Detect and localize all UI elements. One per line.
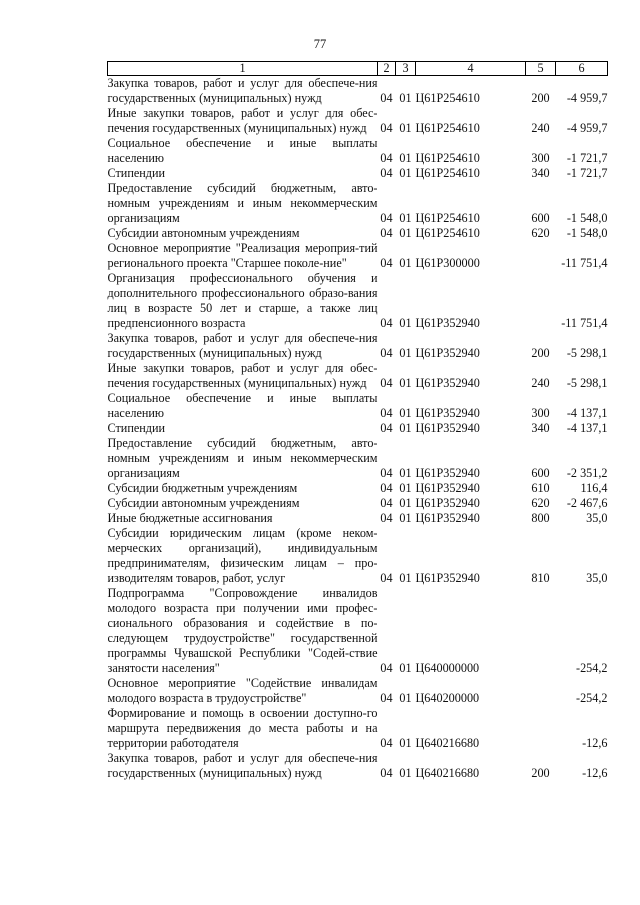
section-cell: 04 [380,511,393,525]
column-header: 2 [378,62,396,76]
section-cell: 04 [380,766,393,780]
amount-cell: -12,6 [582,736,608,750]
row-name-cell: Основное мероприятие "Содействие инвалидам молодого возраста в трудоустройстве" [107,676,378,705]
section-cell: 04 [380,571,393,585]
table-row [108,331,608,361]
column-header: 3 [396,62,416,76]
row-name-cell: Предоставление субсидий бюджетным, авто-номным учреждениям и иным некоммерческим организациям [107,436,378,480]
table-row [108,436,608,481]
amount-cell: -4 959,7 [566,121,608,135]
row-name-cell: Стипендии [107,166,166,180]
row-name-cell: Закупка товаров, работ и услуг для обеспече-ния государственных (муниципальных) нужд [107,76,378,105]
section-cell: 04 [380,166,393,180]
table-row [108,181,608,226]
target-article-cell: Ц640216680 [415,766,480,780]
subsection-cell: 01 [399,376,412,390]
row-name-cell: Предоставление субсидий бюджетным, авто-номным учреждениям и иным некоммерческим организациям [107,181,378,225]
section-cell: 04 [380,91,393,105]
target-article-cell: Ц61Р352940 [415,496,480,510]
subsection-cell: 01 [399,256,412,270]
row-name-cell: Формирование и помощь в освоении доступно-го маршрута передвижения до места работы и на территории работодателя [107,706,378,750]
target-article-cell: Ц61Р352940 [415,376,480,390]
table-row [108,421,608,436]
target-article-cell: Ц61Р352940 [415,481,480,495]
page-number: 77 [313,37,327,51]
table-row [108,361,608,391]
expense-type-cell: 200 [531,91,550,105]
section-cell: 04 [380,226,393,240]
section-cell: 04 [380,736,393,750]
expense-type-cell: 300 [531,151,550,165]
column-header: 5 [526,62,556,76]
expense-type-cell: 340 [531,166,550,180]
section-cell: 04 [380,376,393,390]
target-article-cell: Ц61Р352940 [415,421,480,435]
amount-cell: -1 548,0 [566,226,608,240]
column-header: 4 [416,62,526,76]
subsection-cell: 01 [399,406,412,420]
expense-type-cell: 620 [531,226,550,240]
expense-type-cell: 340 [531,421,550,435]
section-cell: 04 [380,316,393,330]
amount-cell: -1 721,7 [566,166,608,180]
budget-table [107,61,608,781]
row-name-cell: Субсидии автономным учреждениям [107,226,300,240]
subsection-cell: 01 [399,226,412,240]
expense-type-cell: 600 [531,466,550,480]
table-row [108,706,608,751]
target-article-cell: Ц61Р300000 [415,256,480,270]
target-article-cell: Ц61Р254610 [415,91,480,105]
table-row [108,751,608,781]
table-row [108,241,608,271]
table-row [108,676,608,706]
subsection-cell: 01 [399,691,412,705]
amount-cell: -11 751,4 [561,316,608,330]
section-cell: 04 [380,481,393,495]
target-article-cell: Ц61Р352940 [415,466,480,480]
expense-type-cell [526,676,556,706]
section-cell: 04 [380,256,393,270]
row-name-cell: Субсидии юридическим лицам (кроме неком-мерческих организаций), индивидуальным предпринимателям, физическим лицам – про-изводителям товаров, работ, услуг [107,526,378,585]
row-name-cell: Социальное обеспечение и иные выплаты населению [107,391,378,420]
target-article-cell: Ц61Р254610 [415,211,480,225]
subsection-cell: 01 [399,346,412,360]
table-row [108,511,608,526]
section-cell: 04 [380,691,393,705]
target-article-cell: Ц640200000 [415,691,480,705]
table-row [108,391,608,421]
table-row [108,586,608,676]
subsection-cell: 01 [399,466,412,480]
amount-cell: 35,0 [586,571,608,585]
subsection-cell: 01 [399,91,412,105]
amount-cell: -4 137,1 [566,421,608,435]
amount-cell: -1 721,7 [566,151,608,165]
expense-type-cell: 810 [531,571,550,585]
subsection-cell: 01 [399,511,412,525]
target-article-cell: Ц61Р352940 [415,346,480,360]
target-article-cell: Ц61Р352940 [415,511,480,525]
row-name-cell: Основное мероприятие "Реализация мероприя-тий регионального проекта "Старшее поколе-ние" [107,241,378,270]
target-article-cell: Ц61Р254610 [415,121,480,135]
amount-cell: -5 298,1 [566,346,608,360]
subsection-cell: 01 [399,496,412,510]
expense-type-cell: 610 [531,481,550,495]
subsection-cell: 01 [399,571,412,585]
section-cell: 04 [380,421,393,435]
target-article-cell: Ц61Р352940 [415,406,480,420]
subsection-cell: 01 [399,661,412,675]
section-cell: 04 [380,121,393,135]
amount-cell: -11 751,4 [561,256,608,270]
row-name-cell: Закупка товаров, работ и услуг для обеспече-ния государственных (муниципальных) нужд [107,331,378,360]
table-row [108,496,608,511]
expense-type-cell: 240 [531,376,550,390]
subsection-cell: 01 [399,766,412,780]
row-name-cell: Иные закупки товаров, работ и услуг для обес-печения государственных (муниципальных) нужд [107,361,378,390]
row-name-cell: Социальное обеспечение и иные выплаты населению [107,136,378,165]
expense-type-cell: 300 [531,406,550,420]
row-name-cell: Субсидии бюджетным учреждениям [107,481,298,495]
section-cell: 04 [380,346,393,360]
amount-cell: 116,4 [580,481,608,495]
expense-type-cell: 240 [531,121,550,135]
table-row [108,271,608,331]
table-row [108,106,608,136]
row-name-cell: Организация профессионального обучения и дополнительного профессионального образо-вания лиц в возрасте 50 лет и старше, а также лиц предпенсионного возраста [107,271,378,330]
target-article-cell: Ц61Р352940 [415,571,480,585]
section-cell: 04 [380,151,393,165]
amount-cell: -2 467,6 [566,496,608,510]
section-cell: 04 [380,211,393,225]
expense-type-cell: 620 [531,496,550,510]
expense-type-cell [526,241,556,271]
row-name-cell: Иные закупки товаров, работ и услуг для обес-печения государственных (муниципальных) нужд [107,106,378,135]
amount-cell: -254,2 [576,691,608,705]
section-cell: 04 [380,496,393,510]
target-article-cell: Ц61Р254610 [415,151,480,165]
amount-cell: -2 351,2 [566,466,608,480]
column-header: 1 [108,62,378,76]
section-cell: 04 [380,466,393,480]
amount-cell: -12,6 [582,766,608,780]
row-name-cell: Подпрограмма "Сопровождение инвалидов молодого возраста при получении ими профес-сионального образования и содействие в по-следующем трудоустройстве" государственной программы Чувашской Республики "Содей-ствие занятости населения" [107,586,378,675]
table-header-row [108,62,608,76]
amount-cell: -1 548,0 [566,211,608,225]
table-row [108,76,608,107]
row-name-cell: Стипендии [107,421,166,435]
row-name-cell: Субсидии автономным учреждениям [107,496,300,510]
subsection-cell: 01 [399,121,412,135]
target-article-cell: Ц640216680 [415,736,480,750]
subsection-cell: 01 [399,211,412,225]
column-header: 6 [556,62,608,76]
section-cell: 04 [380,406,393,420]
subsection-cell: 01 [399,421,412,435]
expense-type-cell: 200 [531,766,550,780]
subsection-cell: 01 [399,316,412,330]
target-article-cell: Ц61Р352940 [415,316,480,330]
subsection-cell: 01 [399,481,412,495]
subsection-cell: 01 [399,151,412,165]
row-name-cell: Иные бюджетные ассигнования [107,511,273,525]
target-article-cell: Ц640000000 [415,661,480,675]
expense-type-cell: 600 [531,211,550,225]
expense-type-cell: 200 [531,346,550,360]
expense-type-cell [526,586,556,676]
table-row [108,166,608,181]
section-cell: 04 [380,661,393,675]
subsection-cell: 01 [399,736,412,750]
amount-cell: -254,2 [576,661,608,675]
row-name-cell: Закупка товаров, работ и услуг для обеспече-ния государственных (муниципальных) нужд [107,751,378,780]
subsection-cell: 01 [399,166,412,180]
expense-type-cell [526,271,556,331]
table-row [108,226,608,241]
amount-cell: -4 137,1 [566,406,608,420]
table-row [108,526,608,586]
target-article-cell: Ц61Р254610 [415,166,480,180]
amount-cell: -5 298,1 [566,376,608,390]
amount-cell: 35,0 [586,511,608,525]
expense-type-cell [526,706,556,751]
table-row [108,481,608,496]
table-row [108,136,608,166]
target-article-cell: Ц61Р254610 [415,226,480,240]
amount-cell: -4 959,7 [566,91,608,105]
expense-type-cell: 800 [531,511,550,525]
